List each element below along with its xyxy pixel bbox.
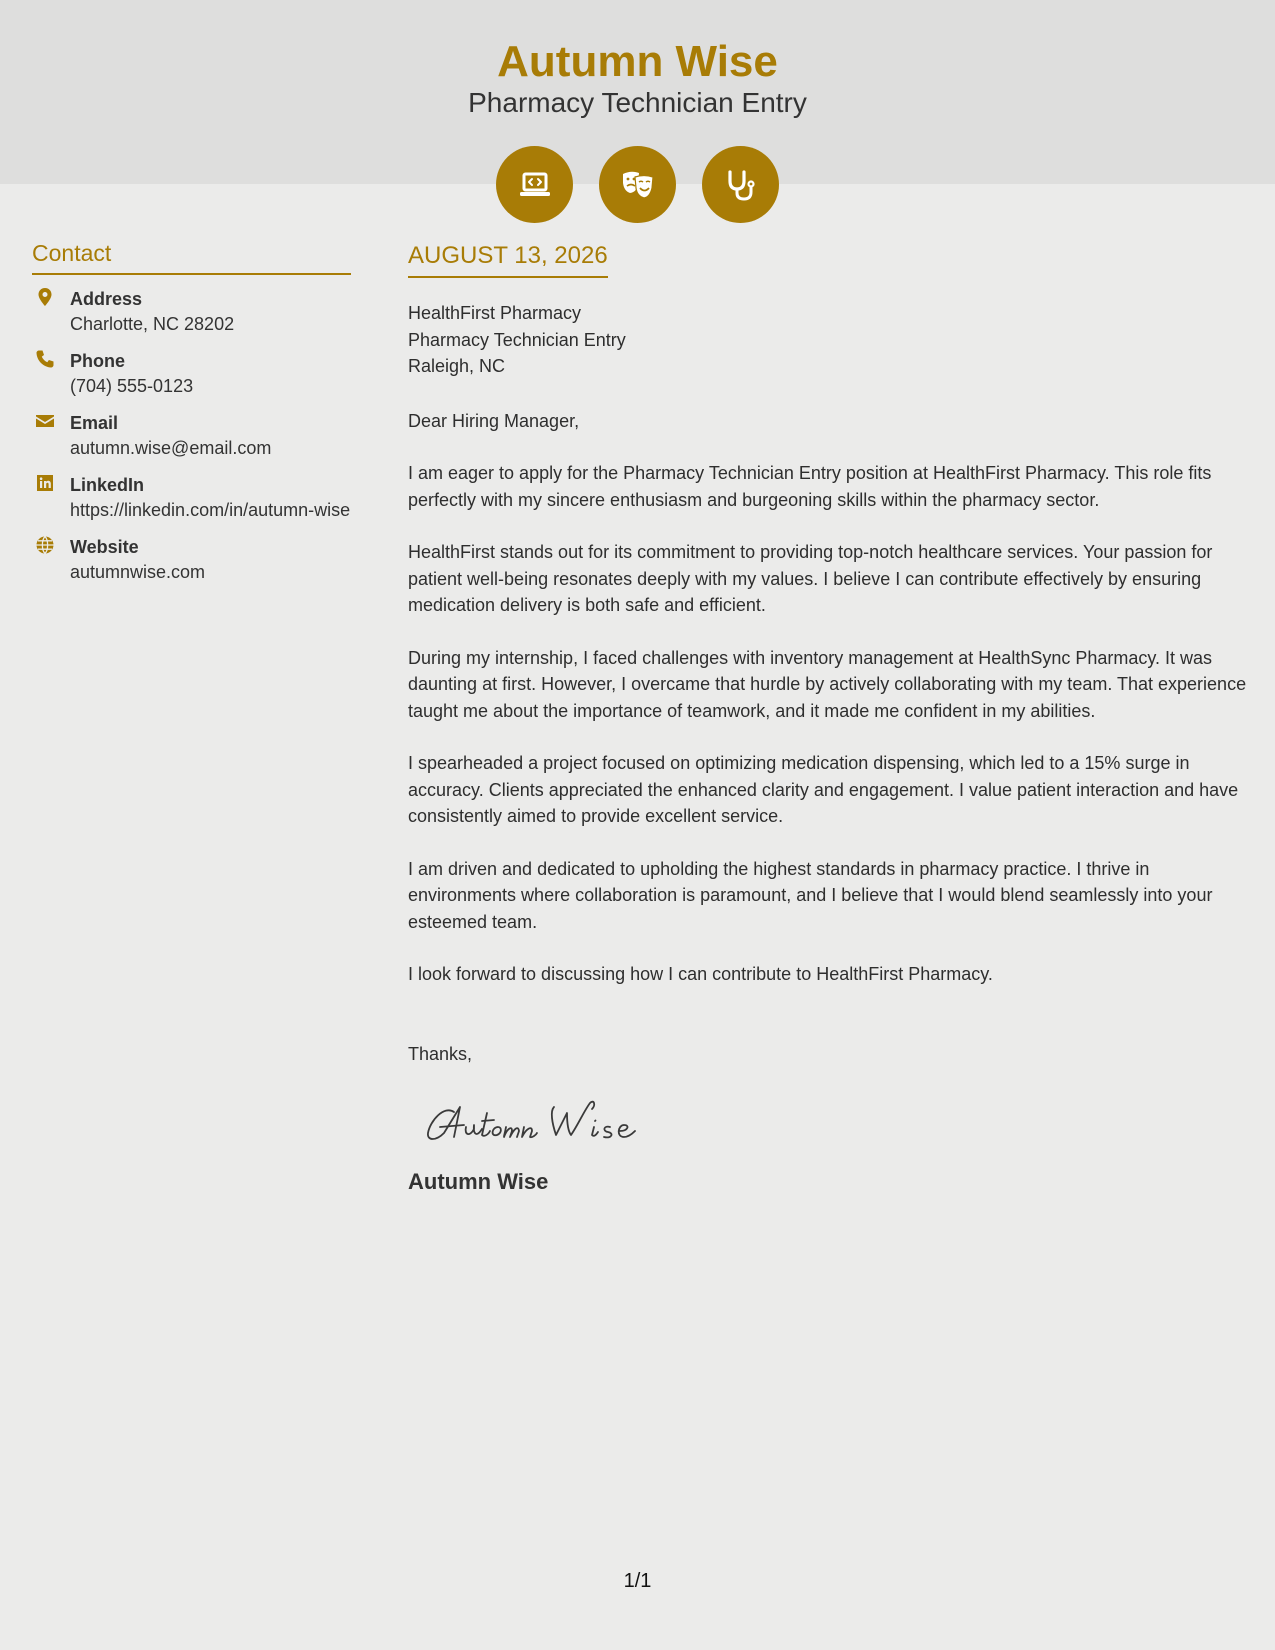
paragraph: I am eager to apply for the Pharmacy Technician Entry position at HealthFirst Pharmacy. This role fits perfectly with my sincere enthusiasm and burgeoning skills within the pharmacy sector. xyxy=(408,463,1212,510)
contact-value[interactable]: autumnwise.com xyxy=(70,562,206,582)
letter-date: AUGUST 13, 2026 xyxy=(408,240,608,278)
salutation: Dear Hiring Manager, xyxy=(408,410,580,431)
phone-icon xyxy=(34,349,56,371)
stethoscope-icon xyxy=(702,146,779,223)
contact-label: LinkedIn xyxy=(70,475,145,495)
applicant-name: Autumn Wise xyxy=(497,37,778,86)
contact-linkedin xyxy=(32,473,351,523)
contact-value: (704) 555-0123 xyxy=(70,376,194,396)
contact-email xyxy=(32,411,351,461)
interest-icons xyxy=(496,146,779,223)
page-number: 1/1 xyxy=(623,1570,652,1592)
envelope-icon xyxy=(34,411,56,433)
globe-icon xyxy=(34,535,56,557)
recipient-block xyxy=(408,300,1253,380)
location-pin-icon xyxy=(34,287,56,309)
paragraph: During my internship, I faced challenges with inventory management at HealthSync Pharmacy. It was daunting at first. However, I overcame that hurdle by actively collaborating with my team. That experience taught me about the importance of teamwork, and it made me confident in my abilities. xyxy=(408,647,1247,721)
linkedin-icon xyxy=(34,473,56,495)
contact-value[interactable]: autumn.wise@email.com xyxy=(70,438,272,458)
paragraph: HealthFirst stands out for its commitment to providing top-notch healthcare services. Your passion for patient well-being resonates deeply with my values. I believe I can contribute effectively by ensuring medication delivery is both safe and efficient. xyxy=(408,542,1213,615)
contact-label: Phone xyxy=(70,351,126,371)
laptop-code-icon xyxy=(496,146,573,223)
applicant-role: Pharmacy Technician Entry xyxy=(468,87,807,118)
contact-label: Address xyxy=(70,289,143,309)
contact-address xyxy=(32,287,351,337)
recipient-company: HealthFirst Pharmacy xyxy=(408,303,582,323)
closing: Thanks, xyxy=(408,1043,473,1064)
paragraph: I spearheaded a project focused on optimizing medication dispensing, which led to a 15% surge in accuracy. Clients appreciated the enhanced clarity and engagement. I value patient interaction and have consistently aimed to provide excellent service. xyxy=(408,753,1239,826)
signer-name: Autumn Wise xyxy=(408,1169,549,1194)
contact-website xyxy=(32,535,351,585)
recipient-position: Pharmacy Technician Entry xyxy=(408,329,626,350)
signature xyxy=(424,1097,1253,1147)
contact-label: Email xyxy=(70,413,119,433)
contact-value[interactable]: https://linkedin.com/in/autumn-wise xyxy=(70,500,351,520)
contact-value: Charlotte, NC 28202 xyxy=(70,314,235,334)
recipient-location: Raleigh, NC xyxy=(408,356,506,376)
letter-body xyxy=(408,240,1253,1197)
contact-phone xyxy=(32,349,351,399)
contact-heading: Contact xyxy=(32,238,351,275)
contact-sidebar xyxy=(32,238,351,585)
contact-label: Website xyxy=(70,537,139,557)
paragraph: I am driven and dedicated to upholding the highest standards in pharmacy practice. I thrive in environments where collaboration is paramount, and I believe that I would blend seamlessly into your esteemed team. xyxy=(408,858,1213,932)
theater-masks-icon xyxy=(599,146,676,223)
signature-drawing xyxy=(424,1097,664,1147)
paragraph: I look forward to discussing how I can contribute to HealthFirst Pharmacy. xyxy=(408,964,993,984)
